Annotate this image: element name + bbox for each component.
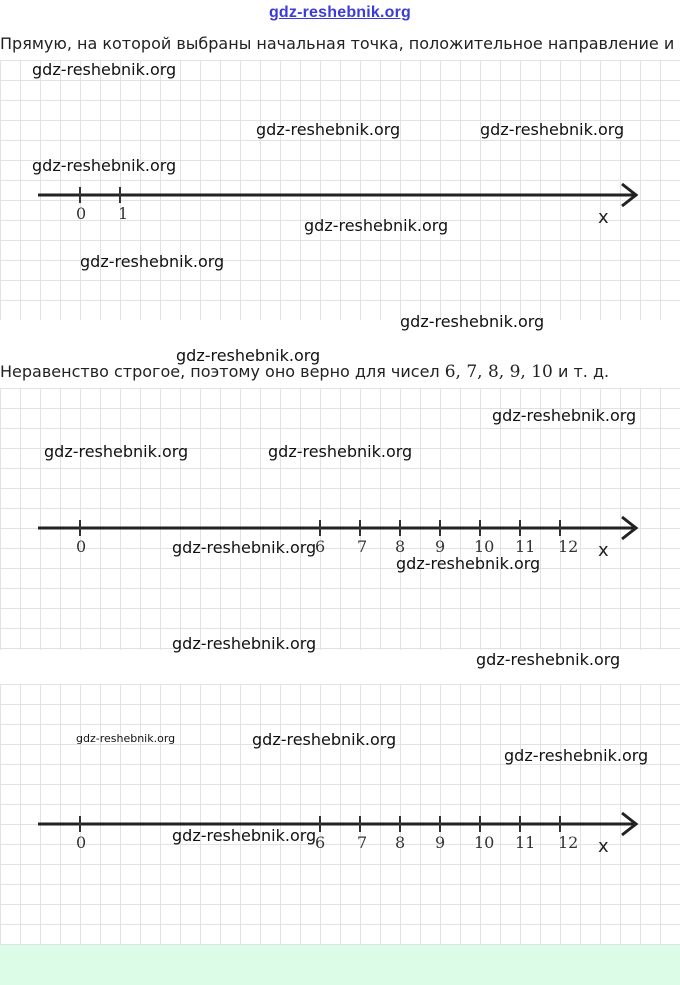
watermark: gdz-reshebnik.org <box>268 442 413 461</box>
tick-label-9: 9 <box>435 537 446 556</box>
tick-label-10: 10 <box>474 833 495 852</box>
tick-label-8: 8 <box>395 537 406 556</box>
axis-label-x: x <box>598 836 609 857</box>
tick-label-6: 6 <box>315 537 326 556</box>
watermark: gdz-reshebnik.org <box>32 156 177 175</box>
number-line-1-svg <box>0 60 680 320</box>
tick-label-0: 0 <box>76 537 87 556</box>
footer-band <box>0 945 680 985</box>
tick-label-7: 7 <box>357 537 368 556</box>
watermark: gdz-reshebnik.org <box>492 406 637 425</box>
tick-label-0: 0 <box>76 204 87 223</box>
number-line-2-svg <box>0 388 680 650</box>
watermark: gdz-reshebnik.org <box>80 252 225 271</box>
watermark: gdz-reshebnik.org <box>396 554 541 573</box>
site-header-link[interactable]: gdz-reshebnik.org <box>268 4 412 21</box>
tick-label-11: 11 <box>515 537 536 556</box>
tick-label-6: 6 <box>315 833 326 852</box>
paragraph-2-text: Неравенство строгое, поэтому оно верно для чисел <box>0 362 445 381</box>
paragraph-1: Прямую, на которой выбраны начальная точка, положительное направление и <box>0 34 675 53</box>
tick-label-12: 12 <box>558 537 579 556</box>
watermark: gdz-reshebnik.org <box>76 732 176 745</box>
tick-label-12: 12 <box>558 833 579 852</box>
tick-label-7: 7 <box>357 833 368 852</box>
tick-label-9: 9 <box>435 833 446 852</box>
watermark: gdz-reshebnik.org <box>480 120 625 139</box>
tick-label-0: 0 <box>76 833 87 852</box>
number-line-figure-1 <box>0 60 680 331</box>
watermark: gdz-reshebnik.org <box>44 442 189 461</box>
watermark: gdz-reshebnik.org <box>400 312 545 331</box>
watermark: gdz-reshebnik.org <box>176 346 321 365</box>
tick-label-1: 1 <box>118 204 129 223</box>
watermark: gdz-reshebnik.org <box>304 216 449 235</box>
watermark: gdz-reshebnik.org <box>252 730 397 749</box>
watermark: gdz-reshebnik.org <box>32 60 177 79</box>
watermark: gdz-reshebnik.org <box>172 634 317 653</box>
number-line-3-svg <box>0 684 680 945</box>
tick-label-8: 8 <box>395 833 406 852</box>
watermark: gdz-reshebnik.org <box>476 650 621 669</box>
watermark: gdz-reshebnik.org <box>504 746 649 765</box>
axis-label-x: x <box>598 540 609 561</box>
paragraph-2-numbers: 6, 7, 8, 9, 10 <box>444 362 553 382</box>
watermark: gdz-reshebnik.org <box>172 538 317 557</box>
axis-label-x: x <box>598 207 609 228</box>
tick-label-10: 10 <box>474 537 495 556</box>
tick-label-11: 11 <box>515 833 536 852</box>
number-line-figure-2 <box>0 388 680 653</box>
paragraph-2 <box>0 362 609 382</box>
paragraph-2-tail: и т. д. <box>552 362 610 381</box>
watermark: gdz-reshebnik.org <box>256 120 401 139</box>
watermark: gdz-reshebnik.org <box>172 826 317 845</box>
number-line-figure-3 <box>0 684 680 945</box>
